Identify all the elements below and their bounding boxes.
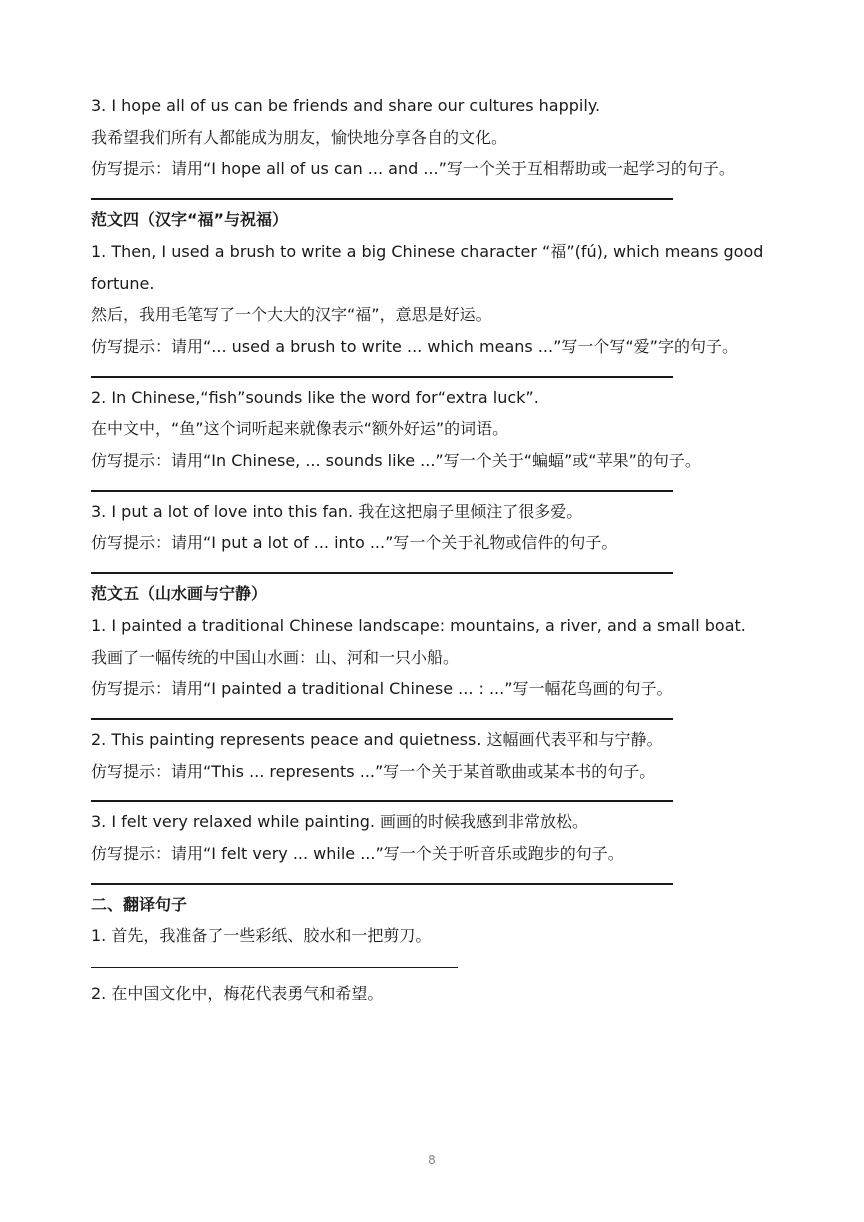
sentence-english: 2. In Chinese,“fish”sounds like the word for“extra luck”. (91, 387, 539, 407)
imitation-tip: 仿写提示：请用“In Chinese, ... sounds like ...”写一个关于“蝙蝠”或“苹果”的句子。 (91, 451, 701, 471)
imitation-tip: 仿写提示：请用“This ... represents ...”写一个关于某首歌曲或某本书的句子。 (91, 761, 656, 781)
translate-question: 1. 首先，我准备了一些彩纸、胶水和一把剪刀。 (91, 926, 432, 946)
sentence-chinese: 我画了一幅传统的中国山水画：山、河和一只小船。 (91, 647, 460, 667)
section-heading-translate: 二、翻译句子 (91, 894, 188, 914)
imitation-tip: 仿写提示：请用“I hope all of us can ... and ...”写一个关于互相帮助或一起学习的句子。 (91, 159, 735, 179)
imitation-tip: 仿写提示：请用“I felt very ... while ...”写一个关于听音乐或跑步的句子。 (91, 844, 624, 864)
sentence-english: 2. This painting represents peace and quietness. 这幅画代表平和与宁静。 (91, 729, 663, 749)
sentence-chinese: 我希望我们所有人都能成为朋友，愉快地分享各自的文化。 (91, 127, 508, 147)
sentence-chinese: 在中文中，“鱼”这个词听起来就像表示“额外好运”的词语。 (91, 419, 509, 439)
imitation-tip: 仿写提示：请用“... used a brush to write ... which means ...”写一个写“爱”字的句子。 (91, 336, 738, 356)
sentence-english: 1. I painted a traditional Chinese landscape: mountains, a river, and a small boat. (91, 615, 746, 635)
imitation-tip: 仿写提示：请用“I put a lot of ... into ...”写一个关于礼物或信件的句子。 (91, 533, 618, 553)
sentence-english: 3. I hope all of us can be friends and share our cultures happily. (91, 96, 601, 115)
worksheet-page (91, 90, 781, 1010)
section-heading-5: 范文五（山水画与宁静） (91, 584, 268, 604)
translation-answer-line (91, 967, 458, 968)
answer-line (91, 198, 673, 200)
answer-line (91, 883, 673, 885)
sentence-english: 1. Then, I used a brush to write a big Chinese character “福”(fú), which means good fortune. (91, 241, 764, 293)
sentence-english: 3. I put a lot of love into this fan. 我在这把扇子里倾注了很多爱。 (91, 501, 583, 521)
sentence-chinese: 然后，我用毛笔写了一个大大的汉字“福”，意思是好运。 (91, 305, 492, 325)
answer-line (91, 718, 673, 720)
answer-line (91, 572, 673, 574)
section-heading-4: 范文四（汉字“福”与祝福） (91, 210, 289, 230)
page-number: 8 (428, 1153, 436, 1167)
answer-line (91, 376, 673, 378)
sentence-english: 3. I felt very relaxed while painting. 画画的时候我感到非常放松。 (91, 812, 589, 832)
translate-question: 2. 在中国文化中，梅花代表勇气和希望。 (91, 984, 384, 1004)
imitation-tip: 仿写提示：请用“I painted a traditional Chinese ... : ...”写一幅花鸟画的句子。 (91, 679, 673, 699)
answer-line (91, 800, 673, 802)
answer-line (91, 490, 673, 492)
